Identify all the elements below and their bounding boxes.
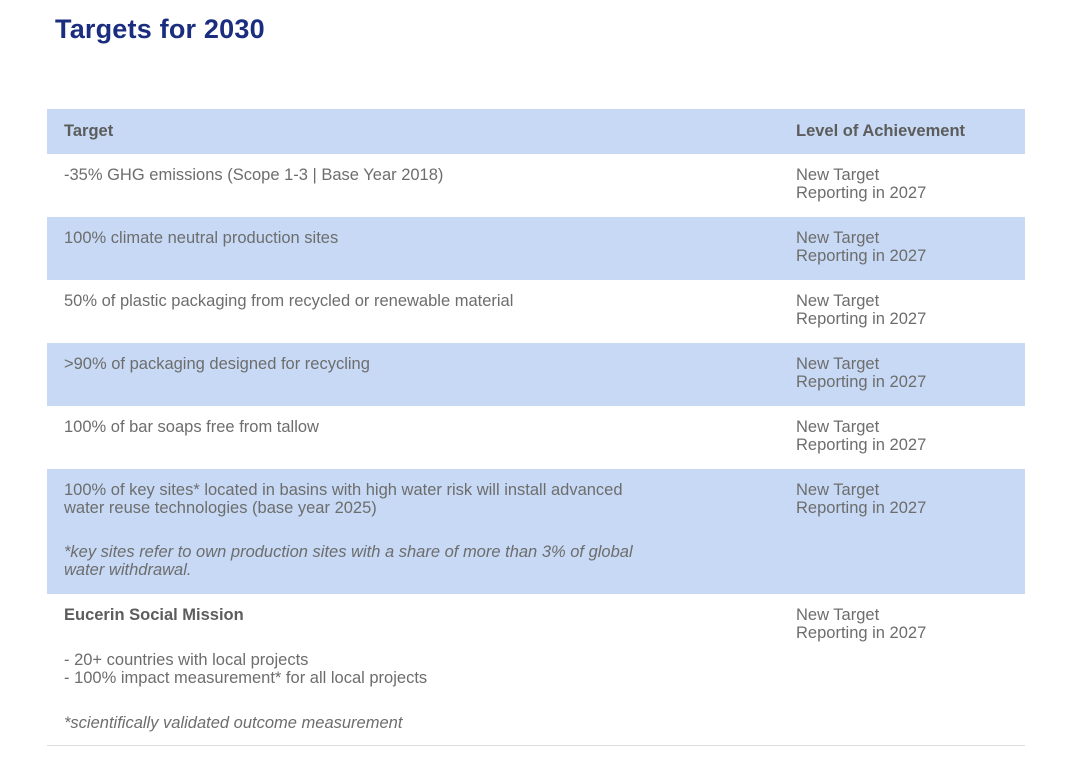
footnote-line: water withdrawal. <box>64 561 192 579</box>
achievement-cell <box>779 606 1025 745</box>
achievement-status: New Target <box>796 355 880 373</box>
target-cell <box>47 166 779 217</box>
target-cell <box>47 292 779 343</box>
achievement-cell <box>779 355 1025 406</box>
table-row <box>47 280 1025 343</box>
bullet-item: - 100% impact measurement* for all local projects <box>64 669 428 687</box>
page-title: Targets for 2030 <box>55 14 265 44</box>
target-text-continued: water reuse technologies (base year 2025) <box>64 499 377 517</box>
target-cell <box>47 229 779 280</box>
target-text: 50% of plastic packaging from recycled or renewable material <box>64 292 514 310</box>
target-cell <box>47 481 779 594</box>
achievement-status: New Target <box>796 481 880 499</box>
header-target: Target <box>64 122 114 140</box>
achievement-status: New Target <box>796 292 880 310</box>
target-text: -35% GHG emissions (Scope 1-3 | Base Year 2018) <box>64 166 444 184</box>
achievement-reporting: Reporting in 2027 <box>796 184 927 202</box>
target-text: >90% of packaging designed for recycling <box>64 355 370 373</box>
table-row <box>47 217 1025 280</box>
targets-table <box>47 109 1025 746</box>
social-mission-heading: Eucerin Social Mission <box>64 606 244 624</box>
table-row <box>47 469 1025 594</box>
social-mission-bullets <box>64 651 779 687</box>
achievement-reporting: Reporting in 2027 <box>796 624 927 642</box>
achievement-status: New Target <box>796 166 880 184</box>
target-text: 100% of bar soaps free from tallow <box>64 418 319 436</box>
achievement-cell <box>779 292 1025 343</box>
achievement-reporting: Reporting in 2027 <box>796 310 927 328</box>
target-text: 100% climate neutral production sites <box>64 229 339 247</box>
target-footnote: *scientifically validated outcome measurement <box>64 714 403 732</box>
achievement-reporting: Reporting in 2027 <box>796 436 927 454</box>
achievement-cell <box>779 166 1025 217</box>
bullet-item: - 20+ countries with local projects <box>64 651 309 669</box>
target-cell <box>47 355 779 406</box>
achievement-cell <box>779 418 1025 469</box>
table-header-row <box>47 109 1025 154</box>
table-row <box>47 343 1025 406</box>
achievement-reporting: Reporting in 2027 <box>796 499 927 517</box>
footnote-line: *key sites refer to own production sites with a share of more than 3% of global <box>64 543 633 561</box>
target-cell <box>47 418 779 469</box>
table-row <box>47 154 1025 217</box>
table-row <box>47 406 1025 469</box>
achievement-status: New Target <box>796 606 880 624</box>
target-footnote <box>64 543 779 579</box>
header-achievement: Level of Achievement <box>796 122 966 140</box>
achievement-reporting: Reporting in 2027 <box>796 373 927 391</box>
achievement-status: New Target <box>796 229 880 247</box>
achievement-reporting: Reporting in 2027 <box>796 247 927 265</box>
table-row <box>47 594 1025 746</box>
target-cell <box>47 606 779 745</box>
achievement-cell <box>779 229 1025 280</box>
achievement-status: New Target <box>796 418 880 436</box>
achievement-cell <box>779 481 1025 594</box>
target-text: 100% of key sites* located in basins with high water risk will install advanced <box>64 481 623 499</box>
